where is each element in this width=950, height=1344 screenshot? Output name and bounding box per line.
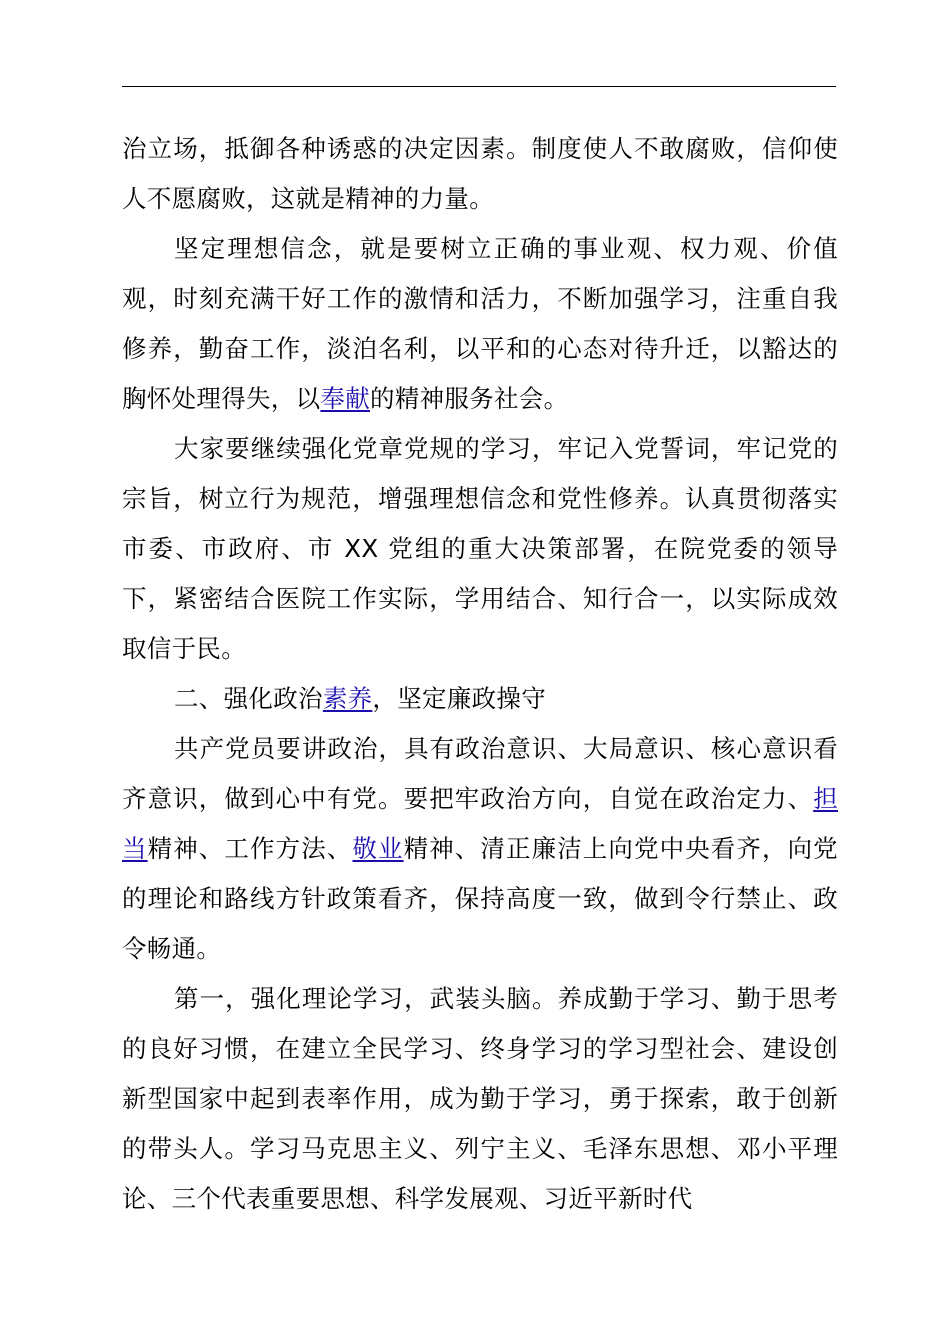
section-heading <box>122 674 838 724</box>
link-fengxian[interactable]: 奉献 <box>320 384 371 413</box>
paragraph-2 <box>122 224 838 424</box>
link-dandang[interactable]: 担当 <box>122 784 838 863</box>
text-segment: 第一，强化理论学习，武装头脑。养成勤于学习、勤于思考的良好习惯，在建立全民学习、终身学习的学习型社会、建设创新型国家中起到表率作用，成为勤于学习，勇于探索，敢于创新的带头人。学习马克思主义、列宁主义、毛泽东思想、邓小平理论、三个代表重要思想、科学发展观、习近平新时代 <box>122 984 838 1213</box>
text-segment: 大家要继续强化党章党规的学习，牢记入党誓词，牢记党的宗旨，树立行为规范，增强理想信念和党性修养。认真贯彻落实市委、市政府、市 XX 党组的重大决策部署，在院党委的领导下，紧密结合医院工作实际，学用结合、知行合一，以实际成效取信于民。 <box>122 434 838 663</box>
text-segment: 共产党员要讲政治，具有政治意识、大局意识、核心意识看齐意识，做到心中有党。要把牢政治方向，自觉在政治定力、 <box>122 734 838 813</box>
text-segment: 坚定理想信念，就是要树立正确的事业观、权力观、价值观，时刻充满干好工作的激情和活力，不断加强学习，注重自我修养，勤奋工作，淡泊名利，以平和的心态对待升迁，以豁达的胸怀处理得失，以 <box>122 234 838 413</box>
text-segment: 精神、工作方法、 <box>147 834 353 863</box>
text-segment: 治立场，抵御各种诱惑的决定因素。制度使人不敢腐败，信仰使人不愿腐败，这就是精神的力量。 <box>122 134 838 213</box>
paragraph-1 <box>122 124 838 224</box>
paragraph-6 <box>122 974 838 1224</box>
text-segment: 的精神服务社会。 <box>370 384 569 413</box>
link-suyang[interactable]: 素养 <box>322 684 373 713</box>
text-segment: 二、强化政治 <box>174 684 323 713</box>
text-segment: ，坚定廉政操守 <box>372 684 547 713</box>
header-rule <box>122 86 836 87</box>
text-segment: 精神、清正廉洁上向党中央看齐，向党的理论和路线方针政策看齐，保持高度一致，做到令行禁止、政令畅通。 <box>122 834 838 963</box>
link-jingye[interactable]: 敬业 <box>352 834 404 863</box>
paragraph-5 <box>122 724 838 974</box>
paragraph-3 <box>122 424 838 674</box>
document-body <box>122 124 838 1224</box>
